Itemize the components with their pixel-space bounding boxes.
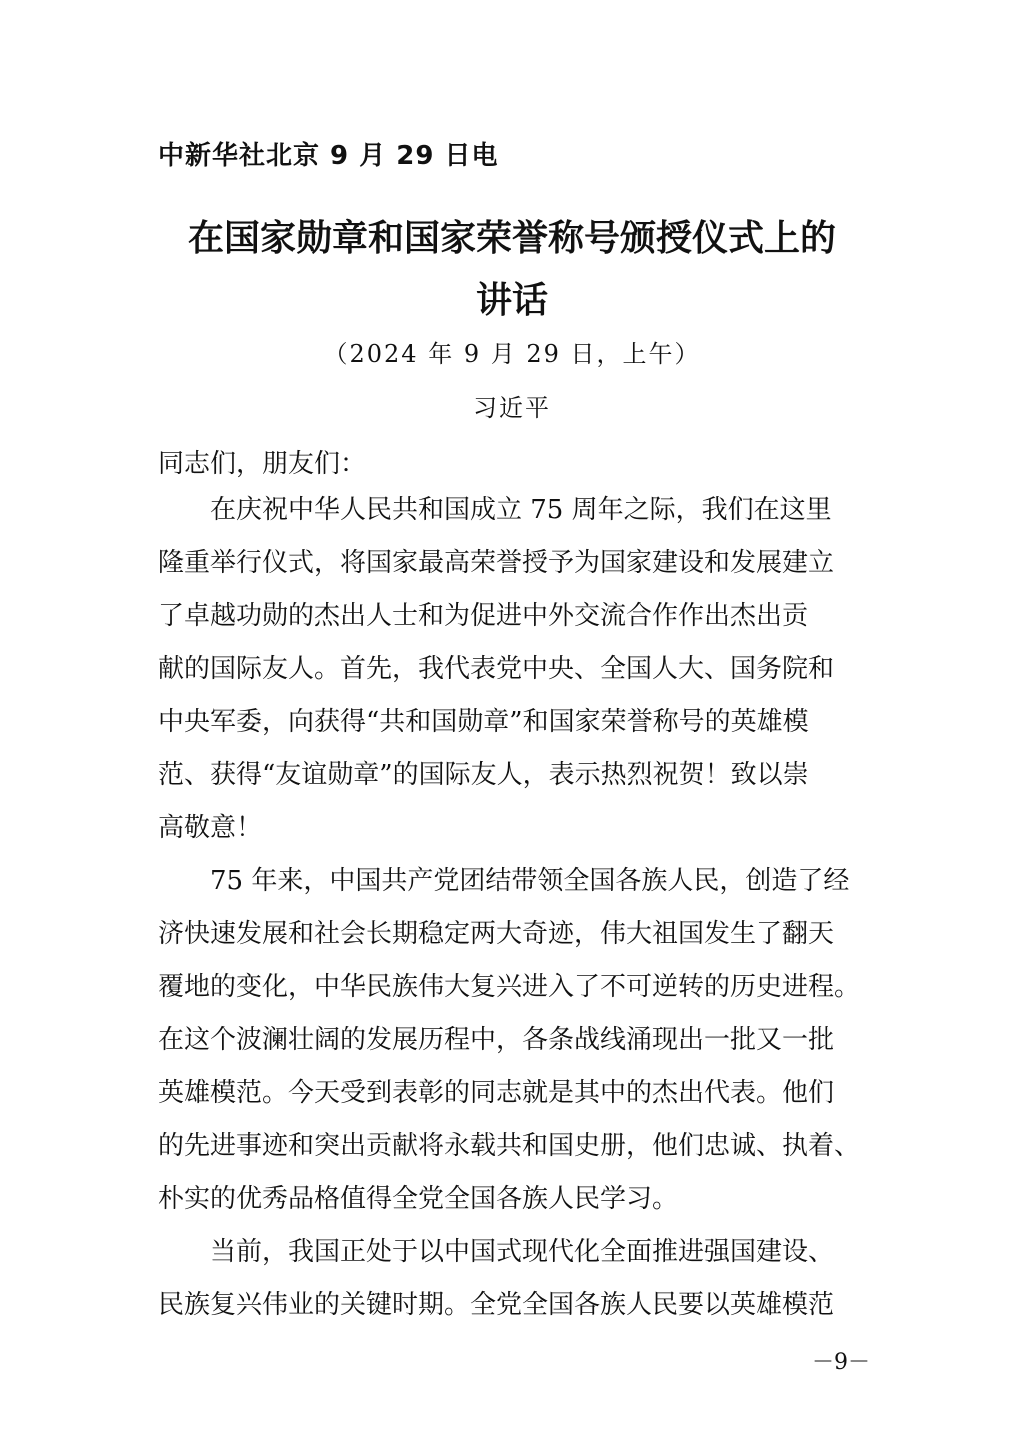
paragraph-line: 英雄模范。今天受到表彰的同志就是其中的杰出代表。他们 — [158, 1078, 835, 1108]
speech-date: （2024 年 9 月 29 日，上午） — [323, 340, 701, 368]
paragraph-line: 朴实的优秀品格值得全党全国各族人民学习。 — [158, 1184, 679, 1214]
page-number: －9－ — [812, 1350, 870, 1375]
paragraph-line: 了卓越功勋的杰出人士和为促进中外交流合作作出杰出贡 — [158, 601, 809, 631]
paragraph-line: 隆重举行仪式，将国家最高荣誉授予为国家建设和发展建立 — [158, 548, 835, 578]
paragraph-line: 当前，我国正处于以中国式现代化全面推进强国建设、 — [210, 1237, 835, 1267]
paragraph-line: 范、获得“友谊勋章”的国际友人，表示热烈祝贺！致以崇 — [158, 760, 809, 790]
paragraph-line: 在这个波澜壮阔的发展历程中，各条战线涌现出一批又一批 — [158, 1025, 835, 1055]
paragraph-line: 覆地的变化，中华民族伟大复兴进入了不可逆转的历史进程。 — [158, 972, 861, 1002]
title-line-1: 在国家勋章和国家荣誉称号颁授仪式上的 — [187, 217, 836, 259]
paragraph-line: 在庆祝中华人民共和国成立 75 周年之际，我们在这里 — [210, 495, 832, 525]
paragraph-line: 中央军委，向获得“共和国勋章”和国家荣誉称号的英雄模 — [158, 707, 809, 737]
dateline: 中新华社北京 9 月 29 日电 — [158, 141, 499, 171]
paragraph-line: 献的国际友人。首先，我代表党中央、全国人大、国务院和 — [158, 654, 835, 684]
paragraph-line: 75 年来，中国共产党团结带领全国各族人民，创造了经 — [210, 866, 850, 896]
paragraph-line: 济快速发展和社会长期稳定两大奇迹，伟大祖国发生了翻天 — [158, 919, 835, 949]
paragraph-line: 的先进事迹和突出贡献将永载共和国史册，他们忠诚、执着、 — [158, 1131, 861, 1161]
author: 习近平 — [473, 394, 551, 422]
paragraph-line: 民族复兴伟业的关键时期。全党全国各族人民要以英雄模范 — [158, 1290, 835, 1320]
paragraph-line: 高敬意！ — [158, 813, 263, 843]
salutation: 同志们，朋友们： — [158, 449, 367, 479]
title-line-2: 讲话 — [475, 279, 548, 321]
